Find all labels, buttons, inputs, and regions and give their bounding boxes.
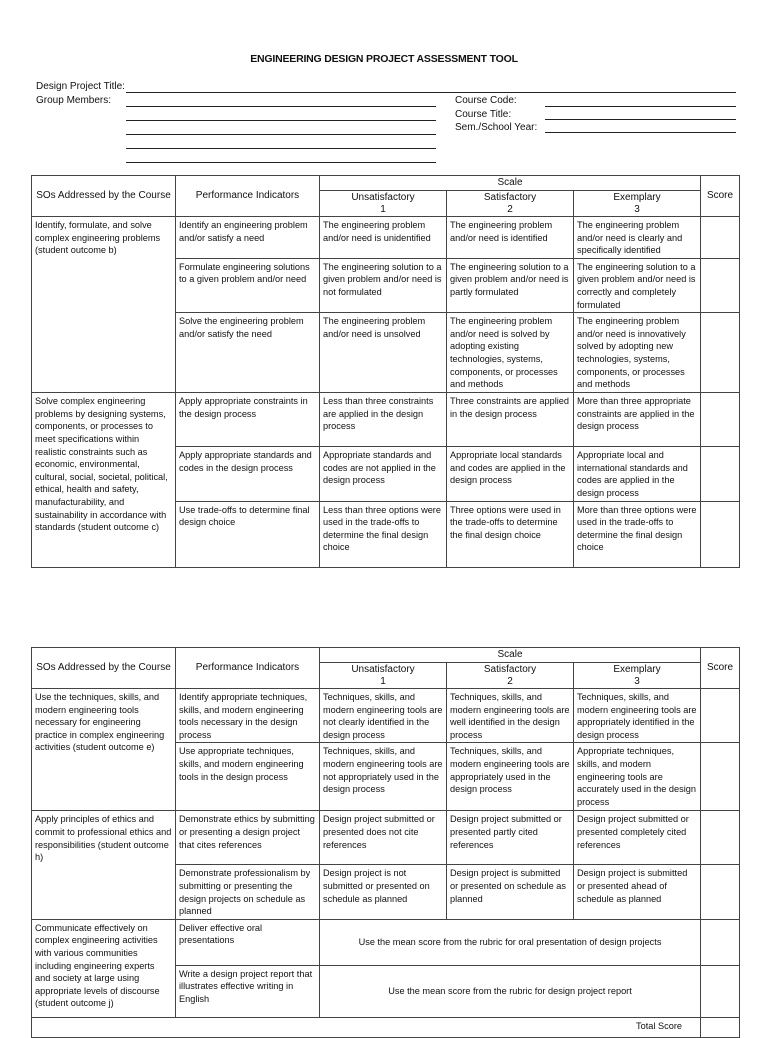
satisfactory-cell: Three options were used in the trade-offs to determine the final design choice [447, 501, 574, 567]
col-header-unsatisfactory: Unsatisfactory 1 [320, 191, 447, 217]
score-cell[interactable] [701, 217, 740, 259]
indicator-cell: Use trade-offs to determine final design choice [176, 501, 320, 567]
indicator-cell: Apply appropriate standards and codes in the design process [176, 447, 320, 501]
indicator-cell: Apply appropriate constraints in the design process [176, 393, 320, 447]
group-members-label: Group Members: [36, 95, 112, 106]
sem-year-line[interactable] [545, 132, 736, 133]
score-cell[interactable] [701, 919, 740, 965]
exemplary-cell: More than three options were used in the trade-offs to determine the final design choice [574, 501, 701, 567]
score-cell[interactable] [701, 258, 740, 312]
score-cell[interactable] [701, 447, 740, 501]
total-score-label: Total Score [32, 1017, 701, 1037]
exemplary-cell: Techniques, skills, and modern engineering tools are appropriately identified in the design process [574, 689, 701, 743]
exemplary-cell: Design project is submitted or presented ahead of schedule as planned [574, 865, 701, 919]
col-header-sos: SOs Addressed by the Course [32, 648, 176, 689]
score-cell[interactable] [701, 743, 740, 811]
col-header-score: Score [701, 648, 740, 689]
score-cell[interactable] [701, 965, 740, 1017]
total-score-cell[interactable] [701, 1017, 740, 1037]
unsatisfactory-cell: The engineering solution to a given problem and/or need is not formulated [320, 258, 447, 312]
unsatisfactory-cell: Techniques, skills, and modern engineering tools are not clearly identified in the design process [320, 689, 447, 743]
table-row [32, 919, 740, 965]
so-cell: Communicate effectively on complex engineering activities with various communities including engineering experts and society at large using appropriate levels of discourse (student outcome j) [32, 919, 176, 1017]
col-header-indicators: Performance Indicators [176, 648, 320, 689]
rubric-table-1 [31, 175, 740, 568]
course-title-line[interactable] [545, 119, 736, 120]
satisfactory-cell: The engineering problem and/or need is solved by adopting existing technologies, systems, components, or processes and methods [447, 313, 574, 393]
table-row [32, 393, 740, 447]
course-title-label: Course Title: [455, 109, 512, 120]
indicator-cell: Solve the engineering problem and/or satisfy the need [176, 313, 320, 393]
satisfactory-cell: The engineering problem and/or need is identified [447, 217, 574, 259]
score-cell[interactable] [701, 393, 740, 447]
so-cell: Apply principles of ethics and commit to professional ethics and responsibilities (student outcome h) [32, 811, 176, 919]
exemplary-cell: The engineering solution to a given problem and/or need is correctly and completely formulated [574, 258, 701, 312]
unsatisfactory-cell: Less than three constraints are applied in the design process [320, 393, 447, 447]
col-header-scale: Scale [320, 648, 701, 663]
course-code-label: Course Code: [455, 95, 517, 106]
project-title-label: Design Project Title: [36, 81, 125, 92]
total-row [32, 1017, 740, 1037]
col-header-exemplary: Exemplary 3 [574, 663, 701, 689]
score-cell[interactable] [701, 811, 740, 865]
unsatisfactory-cell: The engineering problem and/or need is unidentified [320, 217, 447, 259]
col-header-satisfactory: Satisfactory 2 [447, 663, 574, 689]
group-member-line[interactable] [126, 134, 436, 135]
table-row [32, 811, 740, 865]
col-header-sos: SOs Addressed by the Course [32, 176, 176, 217]
so-cell: Solve complex engineering problems by designing systems, components, or processes to meet specifications within realistic constraints such as economic, environmental, cultural, social, societal, political, ethical, health and safety, manufacturability, and sustainability in accordance with standards (student outcome c) [32, 393, 176, 567]
oral-presentation-note: Use the mean score from the rubric for oral presentation of design projects [320, 919, 701, 965]
so-cell: Use the techniques, skills, and modern engineering tools necessary for engineering practice in complex engineering activities (student outcome e) [32, 689, 176, 811]
indicator-cell: Identify an engineering problem and/or satisfy a need [176, 217, 320, 259]
group-member-line[interactable] [126, 148, 436, 149]
table-row [32, 689, 740, 743]
table-row [32, 217, 740, 259]
exemplary-cell: Appropriate techniques, skills, and modern engineering tools are accurately used in the design process [574, 743, 701, 811]
col-header-unsatisfactory: Unsatisfactory 1 [320, 663, 447, 689]
unsatisfactory-cell: Design project submitted or presented does not cite references [320, 811, 447, 865]
satisfactory-cell: The engineering solution to a given problem and/or need is partly formulated [447, 258, 574, 312]
page-title: ENGINEERING DESIGN PROJECT ASSESSMENT TOOL [250, 53, 518, 65]
group-member-line[interactable] [126, 106, 436, 107]
col-header-exemplary: Exemplary 3 [574, 191, 701, 217]
col-header-score: Score [701, 176, 740, 217]
project-title-line[interactable] [126, 92, 736, 93]
satisfactory-cell: Techniques, skills, and modern engineering tools are appropriately used in the design process [447, 743, 574, 811]
sem-year-label: Sem./School Year: [455, 122, 538, 133]
exemplary-cell: The engineering problem and/or need is innovatively solved by adopting new technologies, systems, components, or processes and methods [574, 313, 701, 393]
group-member-line[interactable] [126, 120, 436, 121]
satisfactory-cell: Design project submitted or presented partly cited references [447, 811, 574, 865]
exemplary-cell: Appropriate local and international standards and codes are applied in the design process [574, 447, 701, 501]
indicator-cell: Demonstrate professionalism by submitting or presenting the design projects on schedule as planned [176, 865, 320, 919]
col-header-scale: Scale [320, 176, 701, 191]
exemplary-cell: The engineering problem and/or need is clearly and specifically identified [574, 217, 701, 259]
score-cell[interactable] [701, 689, 740, 743]
indicator-cell: Identify appropriate techniques, skills, and modern engineering tools necessary in the design process [176, 689, 320, 743]
indicator-cell: Formulate engineering solutions to a given problem and/or need [176, 258, 320, 312]
col-header-satisfactory: Satisfactory 2 [447, 191, 574, 217]
satisfactory-cell: Three constraints are applied in the design process [447, 393, 574, 447]
unsatisfactory-cell: Appropriate standards and codes are not applied in the design process [320, 447, 447, 501]
indicator-cell: Use appropriate techniques, skills, and modern engineering tools in the design process [176, 743, 320, 811]
unsatisfactory-cell: Techniques, skills, and modern engineering tools are not appropriately used in the design process [320, 743, 447, 811]
unsatisfactory-cell: Design project is not submitted or presented on schedule as planned [320, 865, 447, 919]
score-cell[interactable] [701, 313, 740, 393]
rubric-table-2 [31, 647, 740, 1038]
indicator-cell: Write a design project report that illustrates effective writing in English [176, 965, 320, 1017]
score-cell[interactable] [701, 865, 740, 919]
satisfactory-cell: Techniques, skills, and modern engineering tools are well identified in the design process [447, 689, 574, 743]
design-report-note: Use the mean score from the rubric for design project report [320, 965, 701, 1017]
satisfactory-cell: Design project is submitted or presented on schedule as planned [447, 865, 574, 919]
score-cell[interactable] [701, 501, 740, 567]
group-member-line[interactable] [126, 162, 436, 163]
unsatisfactory-cell: Less than three options were used in the trade-offs to determine the final design choice [320, 501, 447, 567]
exemplary-cell: More than three appropriate constraints are applied in the design process [574, 393, 701, 447]
indicator-cell: Demonstrate ethics by submitting or presenting a design project that cites references [176, 811, 320, 865]
indicator-cell: Deliver effective oral presentations [176, 919, 320, 965]
satisfactory-cell: Appropriate local standards and codes are applied in the design process [447, 447, 574, 501]
course-code-line[interactable] [545, 106, 736, 107]
col-header-indicators: Performance Indicators [176, 176, 320, 217]
unsatisfactory-cell: The engineering problem and/or need is unsolved [320, 313, 447, 393]
so-cell: Identify, formulate, and solve complex engineering problems (student outcome b) [32, 217, 176, 393]
exemplary-cell: Design project submitted or presented completely cited references [574, 811, 701, 865]
